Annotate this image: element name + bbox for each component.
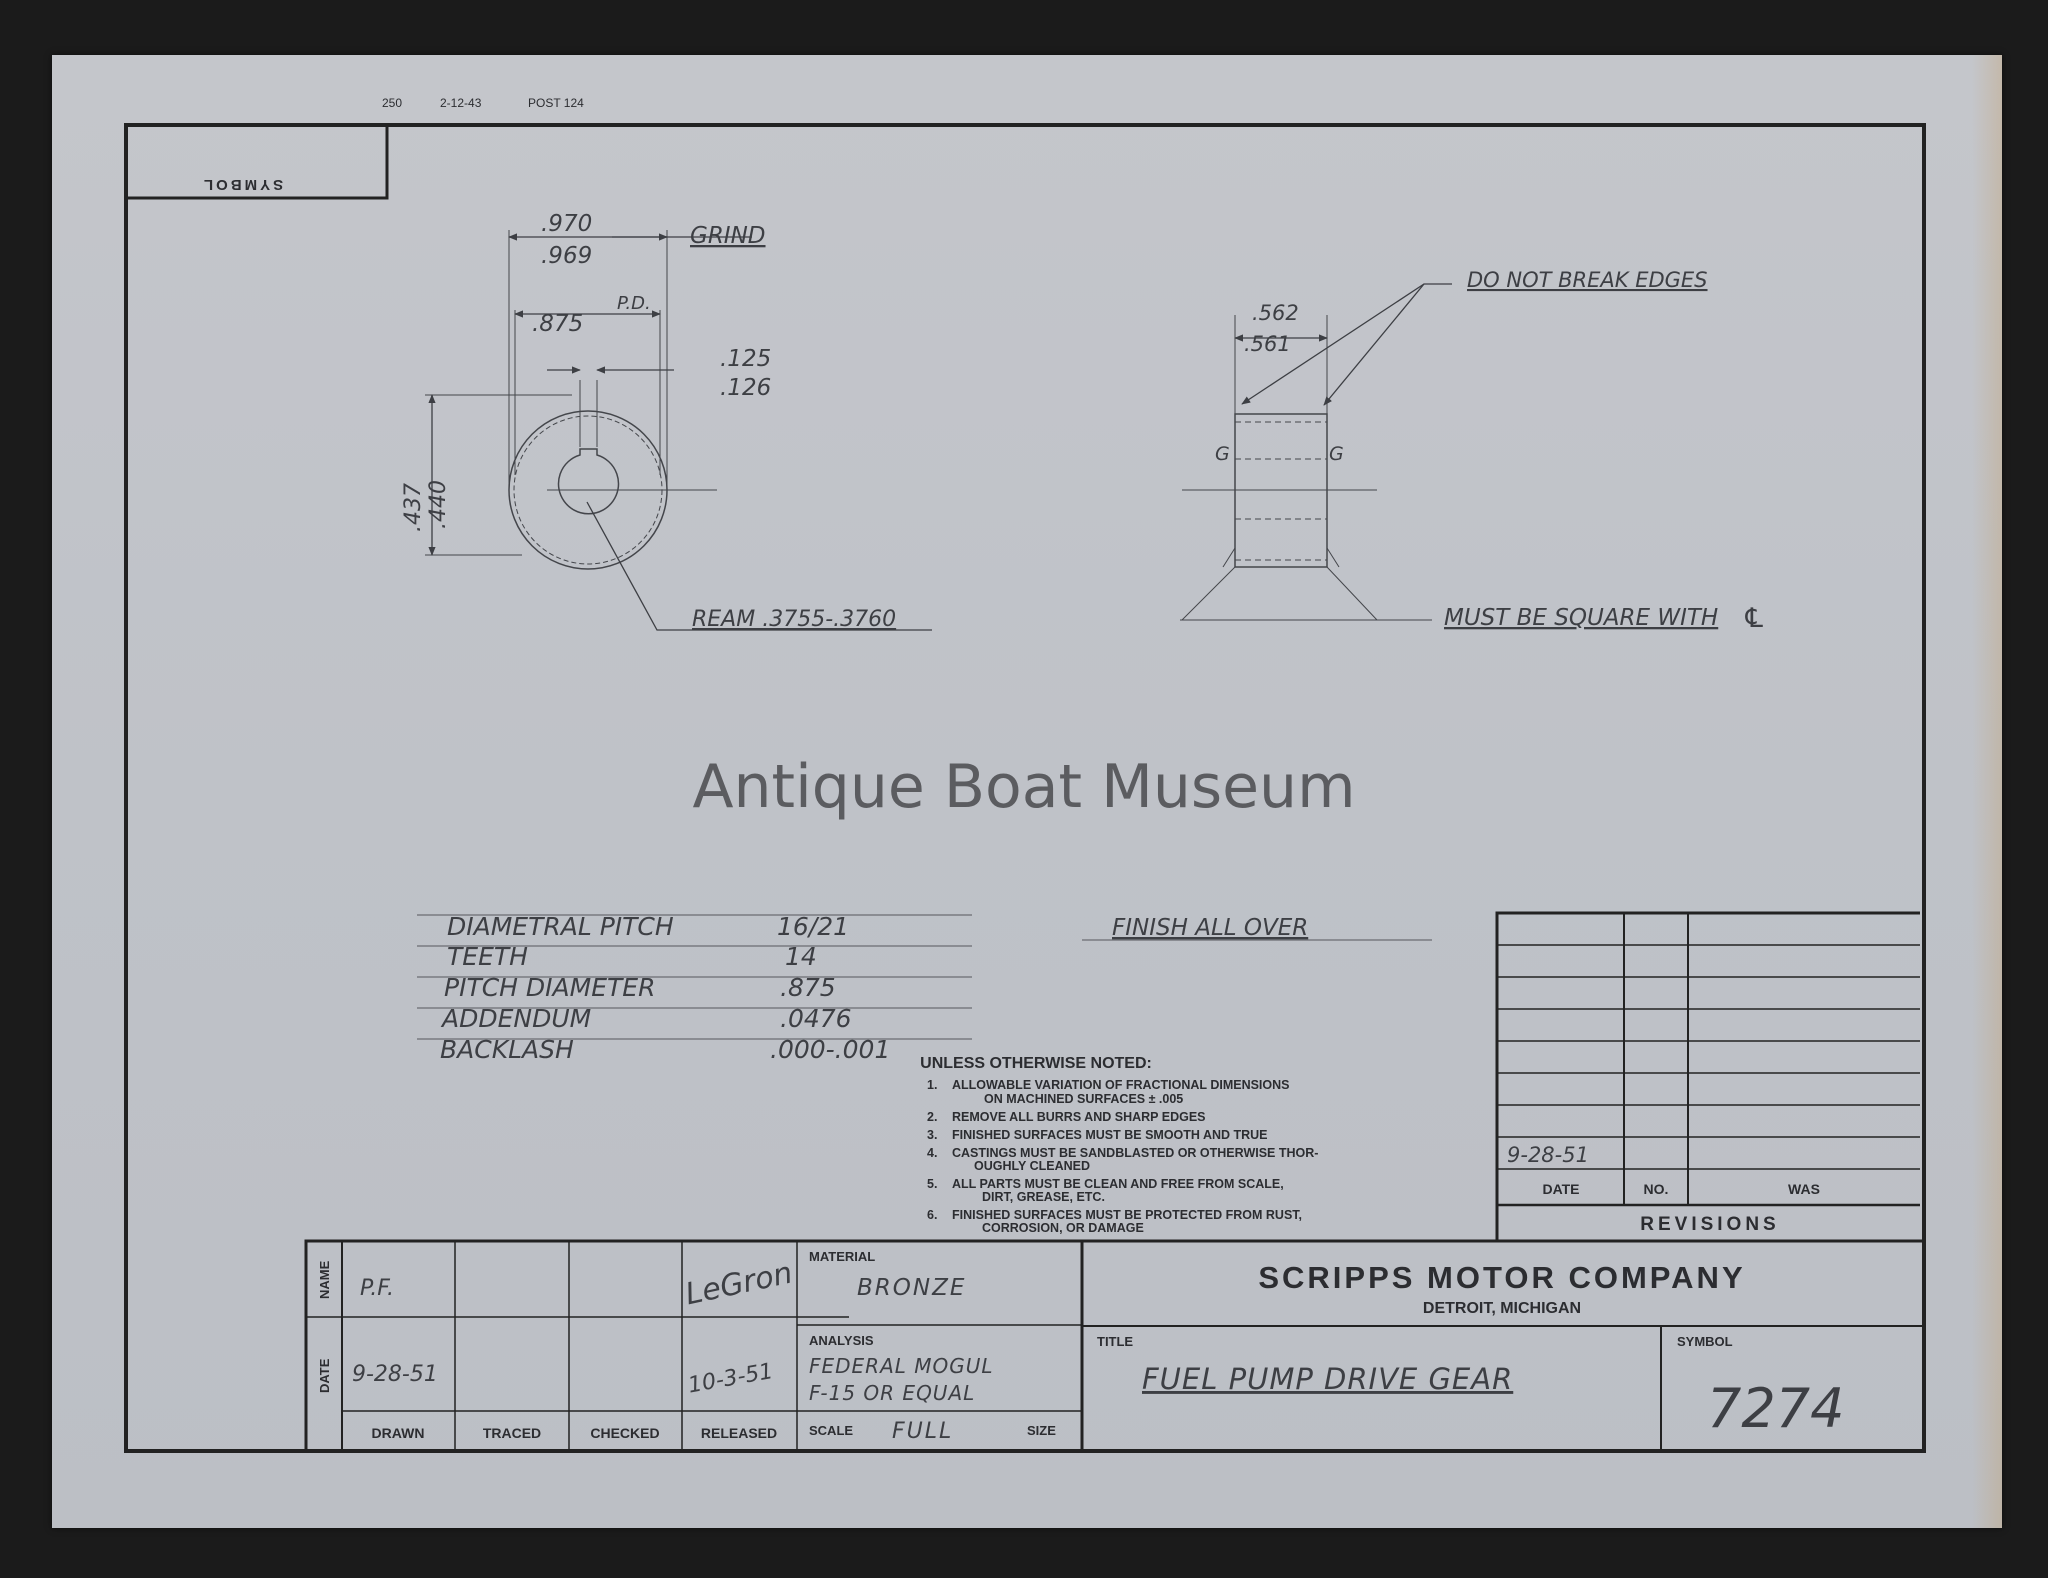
watermark: Antique Boat Museum bbox=[692, 752, 1356, 822]
svg-text:G: G bbox=[1215, 443, 1230, 465]
svg-text:14: 14 bbox=[785, 942, 817, 971]
front-view-labels bbox=[401, 211, 896, 632]
svg-text:REMOVE ALL BURRS AND SHARP EDG: REMOVE ALL BURRS AND SHARP EDGES bbox=[952, 1110, 1206, 1124]
side-view bbox=[1180, 315, 1432, 620]
general-notes bbox=[920, 1055, 1318, 1235]
svg-text:NAME: NAME bbox=[317, 1260, 332, 1299]
svg-text:ALLOWABLE VARIATION OF FRACTIO: ALLOWABLE VARIATION OF FRACTIONAL DIMENSIONS bbox=[952, 1078, 1290, 1092]
svg-text:NO.: NO. bbox=[1643, 1181, 1669, 1197]
svg-text:MUST BE SQUARE WITH: MUST BE SQUARE WITH bbox=[1444, 605, 1719, 631]
front-view-dimensions bbox=[432, 237, 932, 630]
svg-text:POST 124: POST 124 bbox=[528, 96, 584, 110]
svg-text:WAS: WAS bbox=[1788, 1181, 1820, 1197]
note-item bbox=[927, 1177, 1284, 1204]
svg-text:SYMBOL: SYMBOL bbox=[1677, 1334, 1733, 1349]
svg-text:FINISHED SURFACES MUST BE PROT: FINISHED SURFACES MUST BE PROTECTED FROM RUST, bbox=[952, 1208, 1303, 1222]
svg-text:ALL PARTS MUST BE CLEAN AND FR: ALL PARTS MUST BE CLEAN AND FREE FROM SCALE, bbox=[952, 1177, 1284, 1191]
svg-text:SYMBOL: SYMBOL bbox=[200, 176, 284, 193]
svg-text:DO NOT BREAK EDGES: DO NOT BREAK EDGES bbox=[1467, 268, 1708, 292]
svg-text:P.F.: P.F. bbox=[360, 1276, 395, 1301]
svg-text:ON MACHINED SURFACES ± .005: ON MACHINED SURFACES ± .005 bbox=[984, 1092, 1184, 1106]
spec-row bbox=[417, 912, 972, 941]
spec-row bbox=[417, 942, 972, 971]
revisions-labels bbox=[1507, 1143, 1820, 1235]
svg-text:.440: .440 bbox=[426, 480, 451, 529]
note-item bbox=[927, 1110, 1206, 1124]
svg-text:DATE: DATE bbox=[1542, 1181, 1580, 1197]
svg-text:REVISIONS: REVISIONS bbox=[1640, 1214, 1780, 1235]
svg-text:SCRIPPS MOTOR COMPANY: SCRIPPS MOTOR COMPANY bbox=[1258, 1260, 1746, 1295]
header-code bbox=[382, 96, 584, 110]
svg-text:TITLE: TITLE bbox=[1097, 1334, 1134, 1349]
svg-text:TRACED: TRACED bbox=[482, 1425, 542, 1441]
engineering-drawing bbox=[52, 55, 2002, 1528]
svg-text:.562: .562 bbox=[1252, 301, 1299, 325]
svg-text:G: G bbox=[1329, 443, 1344, 465]
note-item bbox=[927, 1128, 1268, 1142]
svg-text:2.: 2. bbox=[927, 1110, 938, 1124]
svg-text:ADDENDUM: ADDENDUM bbox=[442, 1004, 592, 1033]
svg-text:16/21: 16/21 bbox=[777, 912, 850, 941]
released-signature: LeGron bbox=[682, 1255, 796, 1313]
svg-text:.969: .969 bbox=[541, 243, 593, 269]
svg-text:.970: .970 bbox=[541, 211, 593, 237]
gear-specs-table bbox=[417, 912, 972, 1064]
spec-row bbox=[417, 1004, 972, 1033]
svg-text:4.: 4. bbox=[927, 1146, 938, 1160]
spec-row bbox=[417, 1035, 972, 1064]
svg-text:DRAWN: DRAWN bbox=[371, 1425, 425, 1441]
svg-text:5.: 5. bbox=[927, 1177, 938, 1191]
svg-text:.561: .561 bbox=[1244, 332, 1291, 356]
svg-text:BRONZE: BRONZE bbox=[857, 1275, 967, 1301]
svg-text:SIZE: SIZE bbox=[1027, 1423, 1056, 1438]
symbol-tab bbox=[126, 125, 387, 198]
svg-text:DIAMETRAL PITCH: DIAMETRAL PITCH bbox=[447, 912, 674, 941]
svg-text:FEDERAL MOGUL: FEDERAL MOGUL bbox=[809, 1354, 994, 1378]
svg-text:GRIND: GRIND bbox=[690, 223, 766, 249]
svg-text:ANALYSIS: ANALYSIS bbox=[809, 1333, 874, 1348]
side-view-labels bbox=[1215, 268, 1766, 634]
svg-text:2-12-43: 2-12-43 bbox=[440, 96, 482, 110]
drawing-sheet bbox=[52, 55, 2002, 1528]
svg-text:1.: 1. bbox=[927, 1078, 938, 1092]
svg-text:.437: .437 bbox=[401, 483, 426, 532]
svg-text:TEETH: TEETH bbox=[447, 942, 528, 971]
svg-text:.875: .875 bbox=[780, 973, 836, 1002]
svg-text:CHECKED: CHECKED bbox=[590, 1425, 660, 1441]
svg-text:CORROSION, OR DAMAGE: CORROSION, OR DAMAGE bbox=[982, 1221, 1144, 1235]
svg-text:MATERIAL: MATERIAL bbox=[809, 1249, 876, 1264]
svg-text:FUEL PUMP DRIVE GEAR: FUEL PUMP DRIVE GEAR bbox=[1142, 1362, 1514, 1396]
svg-text:7274: 7274 bbox=[1707, 1377, 1845, 1440]
svg-text:3.: 3. bbox=[927, 1128, 938, 1142]
svg-text:FINISHED SURFACES MUST BE SMOO: FINISHED SURFACES MUST BE SMOOTH AND TRUE bbox=[952, 1128, 1268, 1142]
svg-text:6.: 6. bbox=[927, 1208, 938, 1222]
note-item bbox=[927, 1078, 1290, 1106]
svg-text:10-3-51: 10-3-51 bbox=[686, 1358, 776, 1399]
svg-text:DETROIT, MICHIGAN: DETROIT, MICHIGAN bbox=[1422, 1300, 1582, 1317]
svg-text:PITCH DIAMETER: PITCH DIAMETER bbox=[444, 973, 656, 1002]
svg-text:.875: .875 bbox=[532, 311, 584, 337]
svg-text:UNLESS OTHERWISE NOTED:: UNLESS OTHERWISE NOTED: bbox=[920, 1055, 1152, 1072]
note-item bbox=[927, 1208, 1302, 1235]
svg-text:.0476: .0476 bbox=[780, 1004, 852, 1033]
svg-text:F-15 OR EQUAL: F-15 OR EQUAL bbox=[809, 1381, 976, 1405]
svg-text:9-28-51: 9-28-51 bbox=[352, 1362, 438, 1387]
svg-text:REAM .3755-.3760: REAM .3755-.3760 bbox=[692, 607, 897, 632]
svg-text:BACKLASH: BACKLASH bbox=[440, 1035, 574, 1064]
note-item bbox=[927, 1146, 1318, 1173]
svg-text:SCALE: SCALE bbox=[809, 1423, 854, 1438]
svg-text:OUGHLY CLEANED: OUGHLY CLEANED bbox=[974, 1159, 1090, 1173]
svg-text:RELEASED: RELEASED bbox=[700, 1425, 778, 1441]
svg-text:P.D.: P.D. bbox=[617, 293, 651, 314]
svg-text:CASTINGS MUST BE SANDBLASTED O: CASTINGS MUST BE SANDBLASTED OR OTHERWISE THOR- bbox=[952, 1146, 1319, 1160]
svg-text:.125: .125 bbox=[720, 346, 772, 372]
svg-text:FULL: FULL bbox=[892, 1419, 954, 1444]
finish-note: FINISH ALL OVER bbox=[1112, 915, 1309, 941]
svg-text:.126: .126 bbox=[720, 375, 772, 401]
svg-text:DIRT, GREASE, ETC.: DIRT, GREASE, ETC. bbox=[982, 1190, 1105, 1204]
spec-row bbox=[417, 973, 972, 1002]
svg-text:℄: ℄ bbox=[1742, 603, 1767, 634]
front-view bbox=[425, 230, 717, 569]
svg-text:DATE: DATE bbox=[317, 1358, 332, 1393]
svg-text:9-28-51: 9-28-51 bbox=[1507, 1143, 1589, 1167]
svg-text:.000-.001: .000-.001 bbox=[770, 1035, 891, 1064]
svg-text:250: 250 bbox=[382, 96, 403, 110]
